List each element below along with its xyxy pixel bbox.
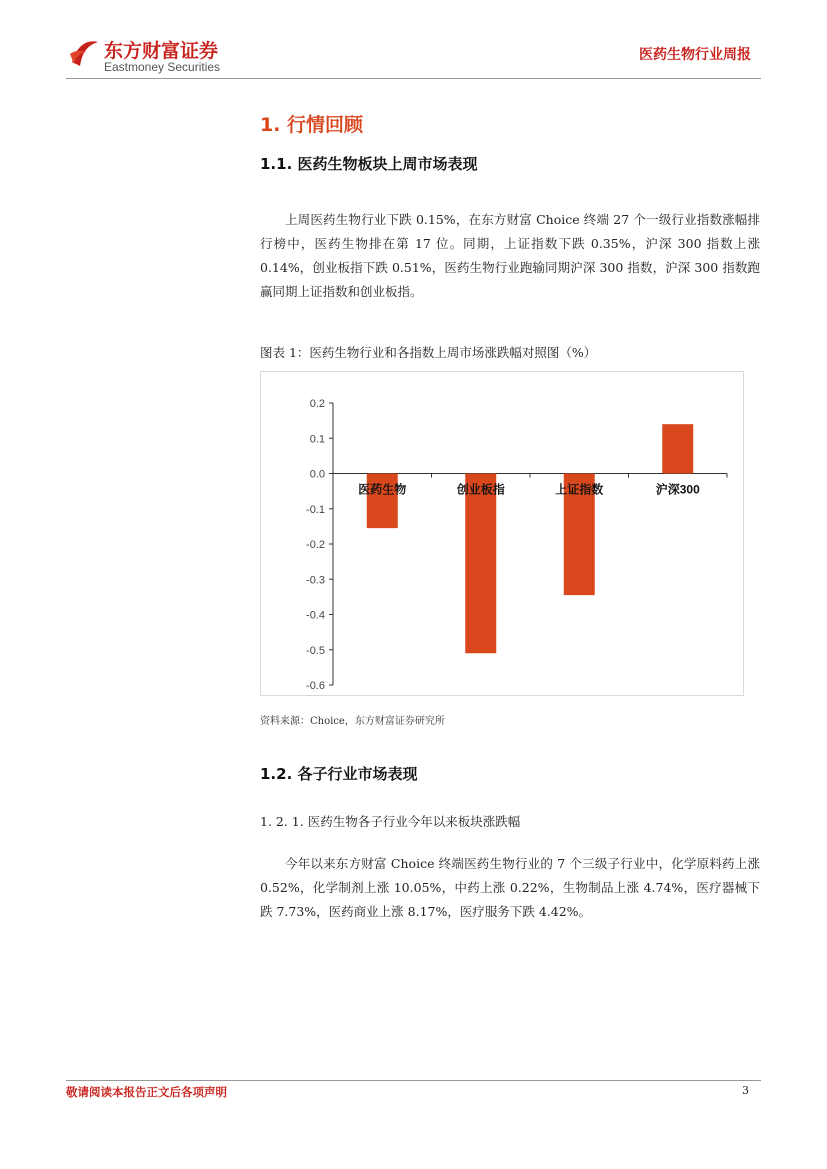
y-tick-label: 0.2 [309, 398, 325, 410]
logo-text-cn: 东方财富证券 [104, 40, 219, 62]
y-tick-label: -0.2 [306, 539, 325, 551]
y-tick-label: -0.3 [306, 574, 325, 587]
section-heading: 1. 行情回顾 [260, 114, 364, 136]
y-tick-label: 0.0 [309, 468, 325, 481]
figure-caption: 图表 1：医药生物行业和各指数上周市场涨跌幅对照图（%） [260, 345, 597, 360]
market-summary-paragraph: 上周医药生物行业下跌 0.15%，在东方财富 Choice 终端 27 个一级行业指数涨幅排行榜中，医药生物排在第 17 位。同期，上证指数下跌 0.35%，沪深 300 指数上涨 0.14%，创业板指下跌 0.51%，医药生物行业跑输同期沪深 300 指数，沪深 300 指数跑赢同期上证指数和创业板指。 [260, 212, 760, 299]
y-tick-label: 0.1 [309, 433, 325, 446]
category-label: 上证指数 [555, 482, 604, 497]
y-tick-label: -0.1 [306, 503, 325, 516]
bar [662, 424, 693, 473]
logo-text-en: Eastmoney Securities [104, 60, 221, 74]
category-label: 沪深300 [655, 482, 700, 497]
bar-chart [261, 372, 743, 695]
subindustry-paragraph: 今年以来东方财富 Choice 终端医药生物行业的 7 个三级子行业中，化学原料药上涨 0.52%，化学制剂上涨 10.05%，中药上涨 0.22%，生物制品上涨 4.74%，医疗器械下跌 7.73%，医药商业上涨 8.17%，医疗服务下跌 4.42%。 [260, 856, 760, 919]
category-label: 创业板指 [456, 482, 505, 497]
logo-mark-icon [68, 36, 102, 70]
bar [465, 474, 496, 654]
y-tick-label: -0.4 [306, 609, 325, 622]
bar-chart-panel [260, 371, 744, 696]
report-title: 医药生物行业周报 [639, 47, 751, 63]
footer-disclaimer: 敬请阅读本报告正文后各项声明 [66, 1085, 227, 1099]
subsection-heading-1-2-1: 1. 2. 1. 医药生物各子行业今年以来板块涨跌幅 [260, 814, 521, 829]
footer-divider [66, 1080, 761, 1081]
y-tick-label: -0.5 [306, 644, 325, 657]
y-tick-label: -0.6 [306, 680, 325, 692]
source-note: 资料来源：Choice，东方财富证券研究所 [260, 716, 445, 727]
subsection-heading-1-1: 1.1. 医药生物板块上周市场表现 [260, 155, 478, 173]
subsection-heading-1-2: 1.2. 各子行业市场表现 [260, 765, 418, 783]
header-divider [66, 78, 761, 79]
company-logo [68, 36, 238, 80]
page-number: 3 [742, 1084, 749, 1097]
category-label: 医药生物 [358, 482, 407, 497]
